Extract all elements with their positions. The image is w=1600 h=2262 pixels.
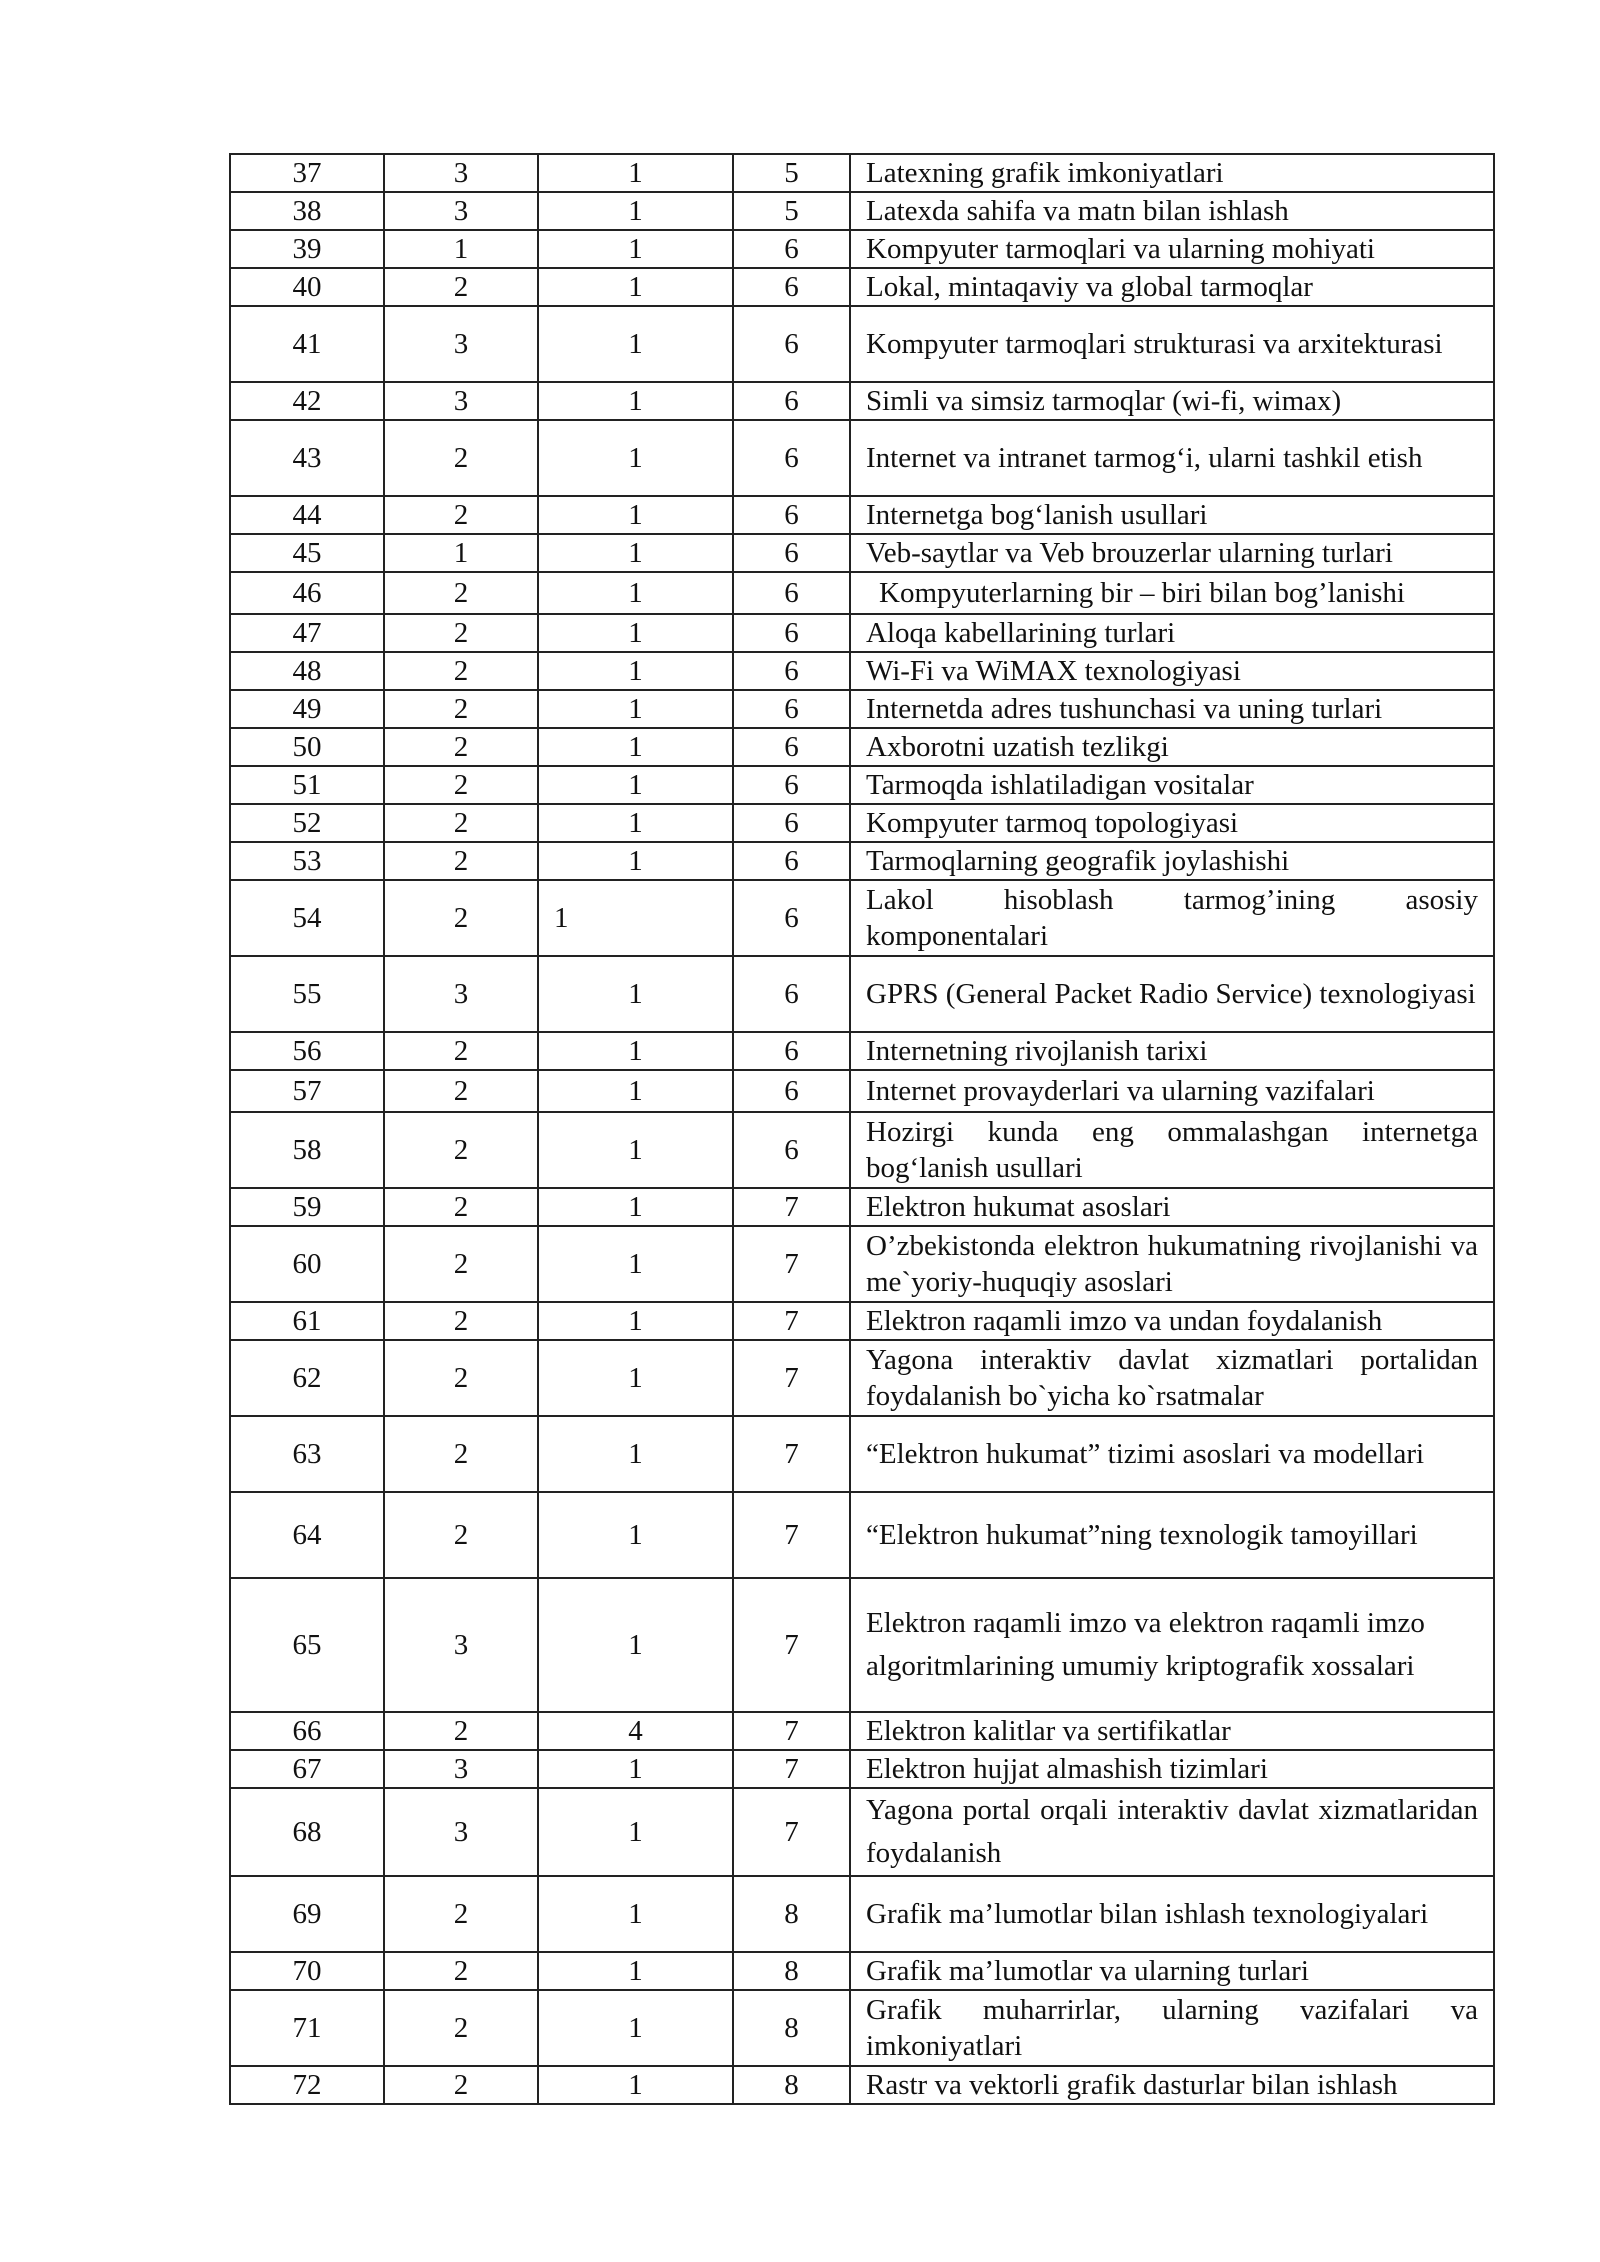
cell-col4: 6 <box>733 766 850 804</box>
table-row <box>230 1032 1494 1070</box>
topic-cell: Yagona interaktiv davlat xizmatlari portalidan foydalanish bo`yicha ko`rsatmalar <box>850 1340 1494 1416</box>
topic-cell: Internetga bog‘lanish usullari <box>850 496 1494 534</box>
cell-col4: 6 <box>733 382 850 420</box>
row-number: 43 <box>230 420 384 496</box>
row-number: 71 <box>230 1990 384 2066</box>
row-number: 40 <box>230 268 384 306</box>
table-row <box>230 1416 1494 1492</box>
cell-col3: 1 <box>538 230 733 268</box>
topic-cell: Kompyuter tarmoq topologiyasi <box>850 804 1494 842</box>
table-row <box>230 652 1494 690</box>
row-number: 37 <box>230 154 384 192</box>
cell-col4: 6 <box>733 496 850 534</box>
topic-cell: Kompyuter tarmoqlari va ularning mohiyati <box>850 230 1494 268</box>
topic-cell: Tarmoqda ishlatiladigan vositalar <box>850 766 1494 804</box>
cell-col4: 6 <box>733 690 850 728</box>
table-row <box>230 534 1494 572</box>
cell-col3: 1 <box>538 306 733 382</box>
cell-col4: 7 <box>733 1788 850 1876</box>
topic-cell: Lakol hisoblash tarmog’ining asosiy komponentalari <box>850 880 1494 956</box>
table-row <box>230 956 1494 1032</box>
row-number: 49 <box>230 690 384 728</box>
cell-col3: 1 <box>538 1952 733 1990</box>
cell-col2: 2 <box>384 1032 538 1070</box>
topic-cell: Grafik muharrirlar, ularning vazifalari va imkoniyatlari <box>850 1990 1494 2066</box>
cell-col2: 2 <box>384 804 538 842</box>
cell-col4: 6 <box>733 956 850 1032</box>
cell-col3: 1 <box>538 1112 733 1188</box>
cell-col3: 1 <box>538 154 733 192</box>
cell-col4: 6 <box>733 534 850 572</box>
cell-col3: 1 <box>538 2066 733 2104</box>
row-number: 51 <box>230 766 384 804</box>
table-row <box>230 230 1494 268</box>
cell-col2: 2 <box>384 1302 538 1340</box>
cell-col2: 2 <box>384 496 538 534</box>
row-number: 66 <box>230 1712 384 1750</box>
table-row <box>230 880 1494 956</box>
topic-cell: Veb-saytlar va Veb brouzerlar ularning turlari <box>850 534 1494 572</box>
cell-col2: 3 <box>384 192 538 230</box>
cell-col4: 7 <box>733 1340 850 1416</box>
row-number: 39 <box>230 230 384 268</box>
cell-col3: 1 <box>538 1070 733 1112</box>
cell-col3: 4 <box>538 1712 733 1750</box>
cell-col3: 1 <box>538 766 733 804</box>
cell-col4: 6 <box>733 1112 850 1188</box>
row-number: 69 <box>230 1876 384 1952</box>
table-row <box>230 690 1494 728</box>
row-number: 63 <box>230 1416 384 1492</box>
table-row <box>230 842 1494 880</box>
cell-col2: 3 <box>384 154 538 192</box>
cell-col3: 1 <box>538 268 733 306</box>
row-number: 44 <box>230 496 384 534</box>
cell-col4: 7 <box>733 1712 850 1750</box>
cell-col3: 1 <box>538 1032 733 1070</box>
cell-col4: 6 <box>733 306 850 382</box>
cell-col4: 6 <box>733 420 850 496</box>
row-number: 47 <box>230 614 384 652</box>
table-row <box>230 1340 1494 1416</box>
topic-cell: Tarmoqlarning geografik joylashishi <box>850 842 1494 880</box>
table-row <box>230 2066 1494 2104</box>
cell-col2: 2 <box>384 842 538 880</box>
table-row <box>230 766 1494 804</box>
cell-col2: 3 <box>384 956 538 1032</box>
row-number: 56 <box>230 1032 384 1070</box>
row-number: 64 <box>230 1492 384 1578</box>
cell-col2: 3 <box>384 1788 538 1876</box>
cell-col3: 1 <box>538 1188 733 1226</box>
cell-col3: 1 <box>538 1578 733 1712</box>
row-number: 45 <box>230 534 384 572</box>
cell-col2: 3 <box>384 1750 538 1788</box>
cell-col4: 6 <box>733 268 850 306</box>
topic-cell: Elektron kalitlar va sertifikatlar <box>850 1712 1494 1750</box>
topic-cell: Elektron hukumat asoslari <box>850 1188 1494 1226</box>
cell-col4: 6 <box>733 572 850 614</box>
table-row <box>230 1750 1494 1788</box>
cell-col4: 7 <box>733 1578 850 1712</box>
table-row <box>230 728 1494 766</box>
cell-col4: 8 <box>733 1876 850 1952</box>
cell-col3: 1 <box>538 1990 733 2066</box>
topic-cell: Kompyuter tarmoqlari strukturasi va arxitekturasi <box>850 306 1494 382</box>
row-number: 61 <box>230 1302 384 1340</box>
cell-col2: 1 <box>384 230 538 268</box>
cell-col4: 6 <box>733 230 850 268</box>
cell-col4: 8 <box>733 1990 850 2066</box>
topic-cell: GPRS (General Packet Radio Service) texnologiyasi <box>850 956 1494 1032</box>
cell-col2: 2 <box>384 1188 538 1226</box>
topic-cell: Elektron hujjat almashish tizimlari <box>850 1750 1494 1788</box>
cell-col2: 2 <box>384 1070 538 1112</box>
table-row <box>230 306 1494 382</box>
row-number: 38 <box>230 192 384 230</box>
cell-col3: 1 <box>538 880 733 956</box>
cell-col4: 7 <box>733 1416 850 1492</box>
cell-col2: 2 <box>384 420 538 496</box>
cell-col2: 3 <box>384 382 538 420</box>
cell-col2: 2 <box>384 1952 538 1990</box>
row-number: 48 <box>230 652 384 690</box>
cell-col3: 1 <box>538 1226 733 1302</box>
cell-col2: 2 <box>384 572 538 614</box>
topic-cell: Elektron raqamli imzo va undan foydalanish <box>850 1302 1494 1340</box>
cell-col2: 2 <box>384 2066 538 2104</box>
cell-col3: 1 <box>538 534 733 572</box>
table-row <box>230 1876 1494 1952</box>
cell-col2: 3 <box>384 1578 538 1712</box>
cell-col3: 1 <box>538 192 733 230</box>
cell-col2: 3 <box>384 306 538 382</box>
row-number: 58 <box>230 1112 384 1188</box>
cell-col3: 1 <box>538 1788 733 1876</box>
cell-col2: 2 <box>384 728 538 766</box>
table-row <box>230 804 1494 842</box>
cell-col3: 1 <box>538 842 733 880</box>
cell-col4: 6 <box>733 880 850 956</box>
cell-col2: 1 <box>384 534 538 572</box>
cell-col3: 1 <box>538 572 733 614</box>
cell-col3: 1 <box>538 496 733 534</box>
row-number: 54 <box>230 880 384 956</box>
cell-col4: 7 <box>733 1492 850 1578</box>
cell-col4: 6 <box>733 728 850 766</box>
topic-cell: Latexda sahifa va matn bilan ishlash <box>850 192 1494 230</box>
cell-col2: 2 <box>384 1712 538 1750</box>
row-number: 65 <box>230 1578 384 1712</box>
table-row <box>230 1990 1494 2066</box>
table-row <box>230 614 1494 652</box>
table-row <box>230 1788 1494 1876</box>
cell-col4: 7 <box>733 1226 850 1302</box>
cell-col3: 1 <box>538 1302 733 1340</box>
topic-cell: Wi-Fi va WiMAX texnologiyasi <box>850 652 1494 690</box>
topic-cell: Latexning grafik imkoniyatlari <box>850 154 1494 192</box>
cell-col4: 6 <box>733 1032 850 1070</box>
table-row <box>230 496 1494 534</box>
topic-cell: O’zbekistonda elektron hukumatning rivojlanishi va me`yoriy-huquqiy asoslari <box>850 1226 1494 1302</box>
topic-cell: “Elektron hukumat”ning texnologik tamoyillari <box>850 1492 1494 1578</box>
cell-col4: 7 <box>733 1188 850 1226</box>
cell-col3: 1 <box>538 614 733 652</box>
table-row <box>230 1226 1494 1302</box>
cell-col3: 1 <box>538 382 733 420</box>
topic-cell: Lokal, mintaqaviy va global tarmoqlar <box>850 268 1494 306</box>
row-number: 41 <box>230 306 384 382</box>
cell-col3: 1 <box>538 420 733 496</box>
row-number: 42 <box>230 382 384 420</box>
cell-col4: 6 <box>733 842 850 880</box>
table-row <box>230 382 1494 420</box>
row-number: 60 <box>230 1226 384 1302</box>
cell-col4: 8 <box>733 1952 850 1990</box>
curriculum-table <box>229 153 1495 2105</box>
row-number: 53 <box>230 842 384 880</box>
topic-cell: Yagona portal orqali interaktiv davlat xizmatlaridan foydalanish <box>850 1788 1494 1876</box>
row-number: 62 <box>230 1340 384 1416</box>
table-row <box>230 1070 1494 1112</box>
cell-col2: 2 <box>384 652 538 690</box>
cell-col2: 2 <box>384 1492 538 1578</box>
row-number: 59 <box>230 1188 384 1226</box>
topic-cell: Hozirgi kunda eng ommalashgan internetga bog‘lanish usullari <box>850 1112 1494 1188</box>
topic-cell: Grafik ma’lumotlar va ularning turlari <box>850 1952 1494 1990</box>
cell-col3: 1 <box>538 1340 733 1416</box>
cell-col2: 2 <box>384 1876 538 1952</box>
table-row <box>230 1302 1494 1340</box>
cell-col4: 8 <box>733 2066 850 2104</box>
row-number: 46 <box>230 572 384 614</box>
topic-cell: Rastr va vektorli grafik dasturlar bilan ishlash <box>850 2066 1494 2104</box>
table-row <box>230 1712 1494 1750</box>
topic-cell: “Elektron hukumat” tizimi asoslari va modellari <box>850 1416 1494 1492</box>
row-number: 52 <box>230 804 384 842</box>
cell-col3: 1 <box>538 1492 733 1578</box>
topic-cell: Simli va simsiz tarmoqlar (wi-fi, wimax) <box>850 382 1494 420</box>
curriculum-table-body <box>230 154 1494 2104</box>
cell-col4: 6 <box>733 614 850 652</box>
cell-col3: 1 <box>538 690 733 728</box>
cell-col3: 1 <box>538 652 733 690</box>
cell-col3: 1 <box>538 728 733 766</box>
cell-col4: 6 <box>733 652 850 690</box>
topic-cell: Internetning rivojlanish tarixi <box>850 1032 1494 1070</box>
table-row <box>230 1578 1494 1712</box>
cell-col3: 1 <box>538 956 733 1032</box>
row-number: 55 <box>230 956 384 1032</box>
row-number: 68 <box>230 1788 384 1876</box>
topic-cell: Axborotni uzatish tezlikgi <box>850 728 1494 766</box>
cell-col4: 5 <box>733 192 850 230</box>
cell-col3: 1 <box>538 1876 733 1952</box>
topic-cell: Grafik ma’lumotlar bilan ishlash texnologiyalari <box>850 1876 1494 1952</box>
cell-col2: 2 <box>384 1416 538 1492</box>
row-number: 50 <box>230 728 384 766</box>
cell-col4: 7 <box>733 1302 850 1340</box>
cell-col4: 6 <box>733 804 850 842</box>
cell-col2: 2 <box>384 1990 538 2066</box>
table-row <box>230 154 1494 192</box>
topic-cell: Internet va intranet tarmog‘i, ularni tashkil etish <box>850 420 1494 496</box>
table-row <box>230 1112 1494 1188</box>
table-row <box>230 1952 1494 1990</box>
cell-col2: 2 <box>384 880 538 956</box>
cell-col3: 1 <box>538 1416 733 1492</box>
table-row <box>230 1188 1494 1226</box>
row-number: 72 <box>230 2066 384 2104</box>
table-row <box>230 192 1494 230</box>
cell-col2: 2 <box>384 614 538 652</box>
cell-col4: 6 <box>733 1070 850 1112</box>
cell-col2: 2 <box>384 1340 538 1416</box>
topic-cell: Internet provayderlari va ularning vazifalari <box>850 1070 1494 1112</box>
cell-col4: 7 <box>733 1750 850 1788</box>
row-number: 70 <box>230 1952 384 1990</box>
cell-col2: 2 <box>384 690 538 728</box>
topic-cell: Kompyuterlarning bir – biri bilan bog’lanishi <box>850 572 1494 614</box>
cell-col2: 2 <box>384 1226 538 1302</box>
cell-col2: 2 <box>384 268 538 306</box>
table-row <box>230 1492 1494 1578</box>
table-row <box>230 420 1494 496</box>
topic-cell: Internetda adres tushunchasi va uning turlari <box>850 690 1494 728</box>
table-row <box>230 268 1494 306</box>
topic-cell: Elektron raqamli imzo va elektron raqamli imzo algoritmlarining umumiy kriptografik xossalari <box>850 1578 1494 1712</box>
cell-col2: 2 <box>384 766 538 804</box>
cell-col3: 1 <box>538 1750 733 1788</box>
table-row <box>230 572 1494 614</box>
topic-cell: Aloqa kabellarining turlari <box>850 614 1494 652</box>
cell-col3: 1 <box>538 804 733 842</box>
row-number: 67 <box>230 1750 384 1788</box>
row-number: 57 <box>230 1070 384 1112</box>
cell-col4: 5 <box>733 154 850 192</box>
cell-col2: 2 <box>384 1112 538 1188</box>
